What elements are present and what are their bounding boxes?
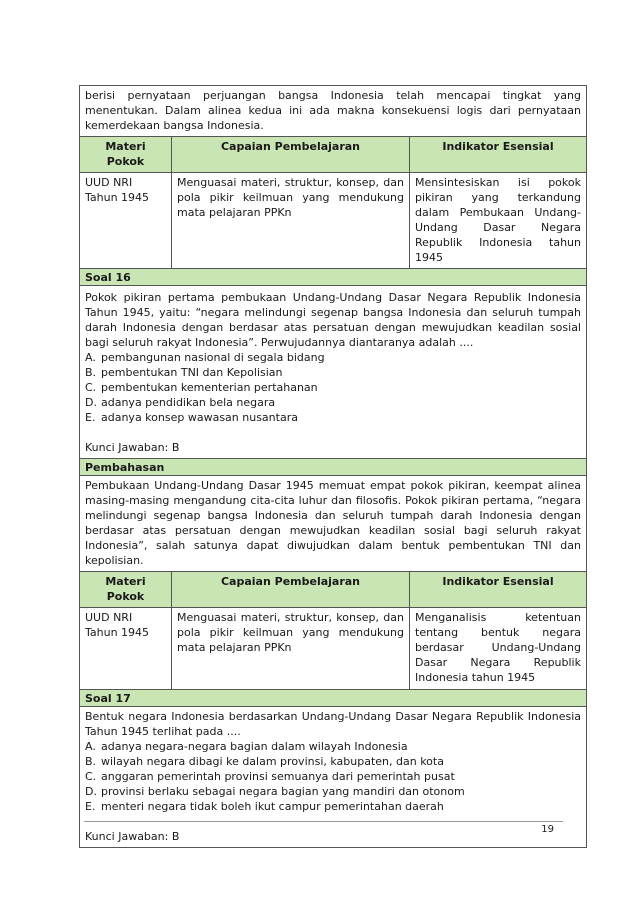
q16-title-row — [80, 269, 587, 286]
q16-options — [85, 350, 581, 425]
q17-option-b: B. wilayah negara dibagi ke dalam provinsi, kabupaten, dan kota — [85, 755, 444, 768]
q17-options — [85, 739, 581, 814]
table-header-row-2 — [80, 572, 587, 608]
q16-option-b: B. pembentukan TNI dan Kepolisian — [85, 366, 283, 379]
q16-title: Soal 16 — [80, 269, 587, 286]
q17-option-d: D. provinsi berlaku sebagai negara bagian yang mandiri dan otonom — [85, 785, 465, 798]
header-indikator-2: Indikator Esensial — [410, 572, 587, 608]
q16-body-row — [80, 286, 587, 459]
table-row-2 — [80, 608, 587, 690]
q17-option-c: C. anggaran pemerintah provinsi semuanya dari pemerintah pusat — [85, 770, 455, 783]
q17-title: Soal 17 — [80, 690, 587, 707]
table-row-1 — [80, 173, 587, 269]
q16-answer: Kunci Jawaban: B — [85, 441, 180, 454]
q17-answer: Kunci Jawaban: B — [85, 830, 180, 843]
q16-option-d: D. adanya pendidikan bela negara — [85, 396, 276, 409]
row1-indikator: Mensintesiskan isi pokok pikiran yang terkandung dalam Pembukaan Undang-Undang Dasar Negara Republik Indonesia tahun 1945 — [410, 173, 587, 269]
header-materi: Materi Pokok — [80, 137, 172, 173]
q17-body-row — [80, 707, 587, 848]
row2-indikator: Menganalisis ketentuan tentang bentuk negara berdasar Undang-Undang Dasar Negara Republik Indonesia tahun 1945 — [410, 608, 587, 690]
pembahasan-title: Pembahasan — [80, 459, 587, 476]
footer-divider — [84, 821, 563, 822]
q17-title-row — [80, 690, 587, 707]
pembahasan-text: Pembukaan Undang-Undang Dasar 1945 memuat empat pokok pikiran, keempat alinea masing-masing mengandung cita-cita luhur dan filosofis. Pokok pikiran pertama, “negara melindungi segenap bangsa Indonesia dan seluruh tumpah darah Indonesia dengan berdasar atas persatuan dengan mewujudkan keadilan sosial bagi seluruh rakyat Indonesia”, salah satunya dapat diwujudkan dalam bentuk pembentukan TNI dan kepolisian. — [80, 476, 587, 572]
q16-option-a: A. pembangunan nasional di segala bidang — [85, 351, 325, 364]
q17-option-a: A. adanya negara-negara bagian dalam wilayah Indonesia — [85, 740, 408, 753]
table-header-row-1 — [80, 137, 587, 173]
row2-materi: UUD NRI Tahun 1945 — [80, 608, 172, 690]
q17-body — [80, 707, 587, 848]
row2-capaian: Menguasai materi, struktur, konsep, dan pola pikir keilmuan yang mendukung mata pelajaran PPKn — [172, 608, 410, 690]
page-number: 19 — [541, 824, 554, 835]
header-capaian-2: Capaian Pembelajaran — [172, 572, 410, 608]
pembahasan-title-row — [80, 459, 587, 476]
q17-option-e: E. menteri negara tidak boleh ikut campur pemerintahan daerah — [85, 800, 444, 813]
question-table — [79, 85, 587, 848]
header-capaian: Capaian Pembelajaran — [172, 137, 410, 173]
intro-text: berisi pernyataan perjuangan bangsa Indonesia telah mencapai tingkat yang menentukan. Dalam alinea kedua ini ada makna konsekuensi logis dari pernyataan kemerdekaan bangsa Indonesia. — [80, 86, 587, 137]
q16-option-c: C. pembentukan kementerian pertahanan — [85, 381, 318, 394]
q16-question: Pokok pikiran pertama pembukaan Undang-Undang Dasar Negara Republik Indonesia Tahun 1945, yaitu: “negara melindungi segenap bangsa Indonesia dan seluruh tumpah darah Indonesia dengan berdasar atas persatuan dengan mewujudkan keadilan sosial bagi seluruh rakyat Indonesia”. Perwujudannya diantaranya adalah .... — [85, 291, 581, 349]
q16-body — [80, 286, 587, 459]
q16-option-e: E. adanya konsep wawasan nusantara — [85, 411, 298, 424]
header-indikator: Indikator Esensial — [410, 137, 587, 173]
pembahasan-body-row — [80, 476, 587, 572]
header-materi-2: Materi Pokok — [80, 572, 172, 608]
q17-question: Bentuk negara Indonesia berdasarkan Undang-Undang Dasar Negara Republik Indonesia Tahun 1945 terlihat pada .... — [85, 710, 581, 738]
intro-row — [80, 86, 587, 137]
row1-capaian: Menguasai materi, struktur, konsep, dan pola pikir keilmuan yang mendukung mata pelajaran PPKn — [172, 173, 410, 269]
row1-materi: UUD NRI Tahun 1945 — [80, 173, 172, 269]
